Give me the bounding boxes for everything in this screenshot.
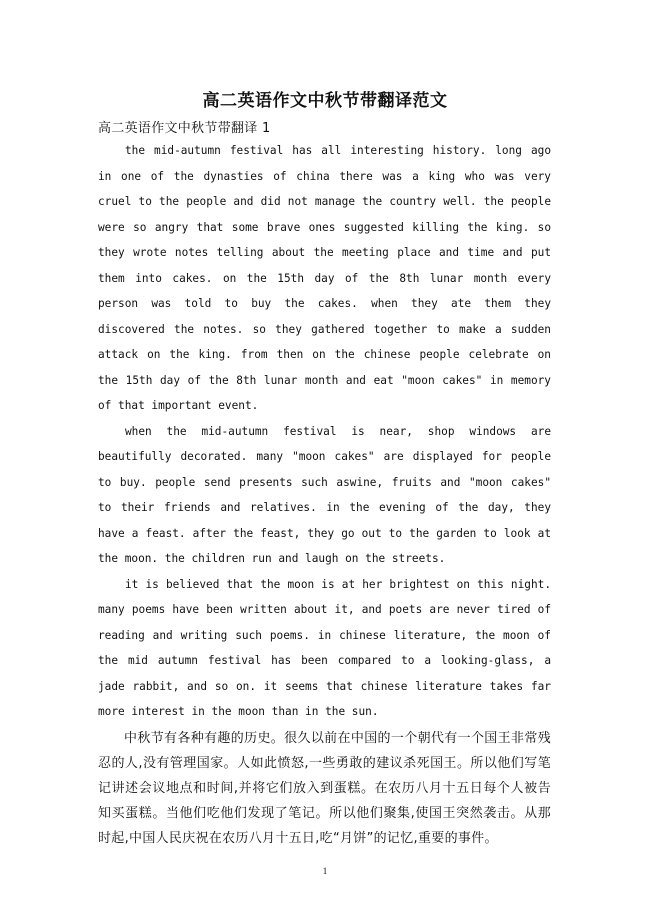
english-paragraph-2: when the mid-autumn festival is near, shop windows are beautifully decorated. many "moon cakes" are displayed for people to buy. people send presents such aswine, fruits and "moon cakes" to their friends and relatives. in the evening of the day, they have a feast. after the feast, they go out to the garden to look at the moon. the children run and laugh on the streets. <box>98 424 551 565</box>
section-heading: 高二英语作文中秋节带翻译 1 <box>98 121 271 136</box>
page-number: 1 <box>322 866 328 876</box>
english-paragraph-3: it is believed that the moon is at her brightest on this night. many poems have been written about it, and poets are never tired of reading and writing such poems. in chinese literature, the moon of the mid autumn festival has been compared to a looking-glass, a jade rabbit, and so on. it seems that chinese literature takes far more interest in the moon than in the sun. <box>98 577 551 718</box>
chinese-translation-paragraph: 中秋节有各种有趣的历史。很久以前在中国的一个朝代有一个国王非常残忍的人,没有管理国家。人如此愤怒,一些勇敢的建议杀死国王。所以他们写笔记讲述会议地点和时间,并将它们放入到蛋糕。在农历八月十五日每个人被告知买蛋糕。当他们吃他们发现了笔记。所以他们聚集,使国王突然袭击。从那时起,中国人民庆祝在农历八月十五日,吃“月饼”的记忆,重要的事件。 <box>98 730 551 846</box>
document-body <box>98 138 551 851</box>
english-paragraph-1: the mid-autumn festival has all interesting history. long ago in one of the dynasties of china there was a king who was very cruel to the people and did not manage the country well. the people were so angry that some brave ones suggested killing the king. so they wrote notes telling about the meeting place and time and put them into cakes. on the 15th day of the 8th lunar month every person was told to buy the cakes. when they ate them they discovered the notes. so they gathered together to make a sudden attack on the king. from then on the chinese people celebrate on the 15th day of the 8th lunar month and eat "moon cakes" in memory of that important event. <box>98 144 551 412</box>
document-title: 高二英语作文中秋节带翻译范文 <box>202 91 448 111</box>
